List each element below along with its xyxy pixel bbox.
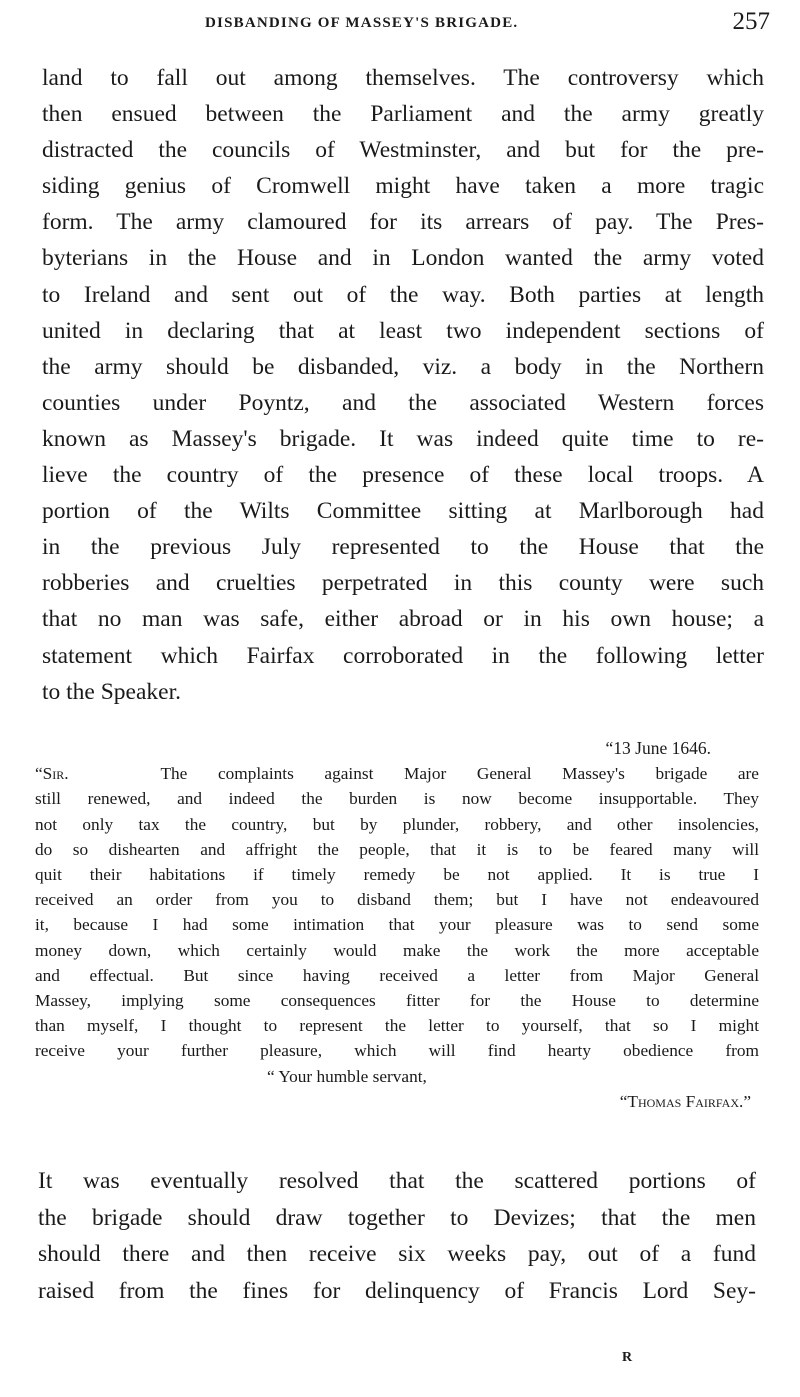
text-line: byterians in the House and in London wanted the army voted (42, 245, 764, 272)
text-line: form. The army clamoured for its arrears of pay. The Pres- (42, 209, 764, 236)
letter-dateline: “13 June 1646. (605, 738, 711, 758)
letter-signature: “Thomas Fairfax.” (619, 1091, 751, 1111)
letter-salutation: “Sir. (35, 764, 69, 784)
text-line: land to fall out among themselves. The controversy which (42, 65, 764, 91)
letter-line: quit their habitations if timely remedy be not applied. It is true I (35, 865, 759, 885)
text-line: in the previous July represented to the House that the (42, 534, 764, 561)
letter-line: received an order from you to disband them; but I have not endeavoured (35, 890, 759, 910)
quoted-letter (35, 736, 759, 1114)
text-line: lieve the country of the presence of these local troops. A (42, 462, 764, 489)
text-line: the army should be disbanded, viz. a body in the Northern (42, 353, 764, 380)
text-line: raised from the fines for delinquency of Francis Lord Sey- (38, 1277, 756, 1304)
letter-line: and effectual. But since having received a letter from Major General (35, 965, 759, 985)
text-line: should there and then receive six weeks pay, out of a fund (38, 1241, 756, 1267)
letter-line: it, because I had some intimation that your pleasure was to send some (35, 915, 759, 935)
letter-closing: “ Your humble servant, (267, 1066, 427, 1086)
page-number: 257 (732, 8, 770, 35)
text-line: known as Massey's brigade. It was indeed quite time to re- (42, 425, 764, 452)
text-line: to Ireland and sent out of the way. Both parties at length (42, 281, 764, 308)
text-line: statement which Fairfax corroborated in the following letter (42, 642, 764, 669)
letter-line: money down, which certainly would make the work the more acceptable (35, 940, 759, 960)
text-line: distracted the councils of Westminster, and but for the pre- (42, 137, 764, 164)
text-line: to the Speaker. (42, 678, 182, 705)
letter-line: not only tax the country, but by plunder, robbery, and other insolencies, (35, 814, 759, 834)
letter-first-line (35, 761, 759, 786)
letter-line: do so dishearten and affright the people, that it is to be feared many will (35, 839, 759, 859)
text-line: that no man was safe, either abroad or in his own house; a (42, 606, 764, 633)
text-line: siding genius of Cromwell might have taken a more tragic (42, 173, 764, 200)
body-paragraph-2 (38, 1163, 756, 1309)
letter-line: still renewed, and indeed the burden is now become insupportable. They (35, 789, 759, 809)
text-line: then ensued between the Parliament and the army greatly (42, 101, 764, 128)
running-head-title: DISBANDING OF MASSEY'S BRIGADE. (205, 15, 519, 31)
letter-first-line-text: The complaints against Major General Massey's brigade are (160, 764, 759, 784)
letter-line: receive your further pleasure, which will find hearty obedience from (35, 1041, 759, 1061)
text-line: portion of the Wilts Committee sitting at Marlborough had (42, 498, 764, 525)
printer-signature-mark: R (622, 1350, 633, 1365)
letter-line: Massey, implying some consequences fitter for the House to determine (35, 991, 759, 1011)
text-line: the brigade should draw together to Devizes; that the men (38, 1204, 756, 1231)
text-line: It was eventually resolved that the scattered portions of (38, 1168, 756, 1194)
body-paragraph-1 (42, 60, 764, 710)
letter-line: than myself, I thought to represent the letter to yourself, that so I might (35, 1016, 759, 1036)
text-line: robberies and cruelties perpetrated in this county were such (42, 570, 764, 597)
text-line: counties under Poyntz, and the associated Western forces (42, 389, 764, 416)
text-line: united in declaring that at least two independent sections of (42, 317, 764, 344)
running-header (0, 8, 800, 42)
